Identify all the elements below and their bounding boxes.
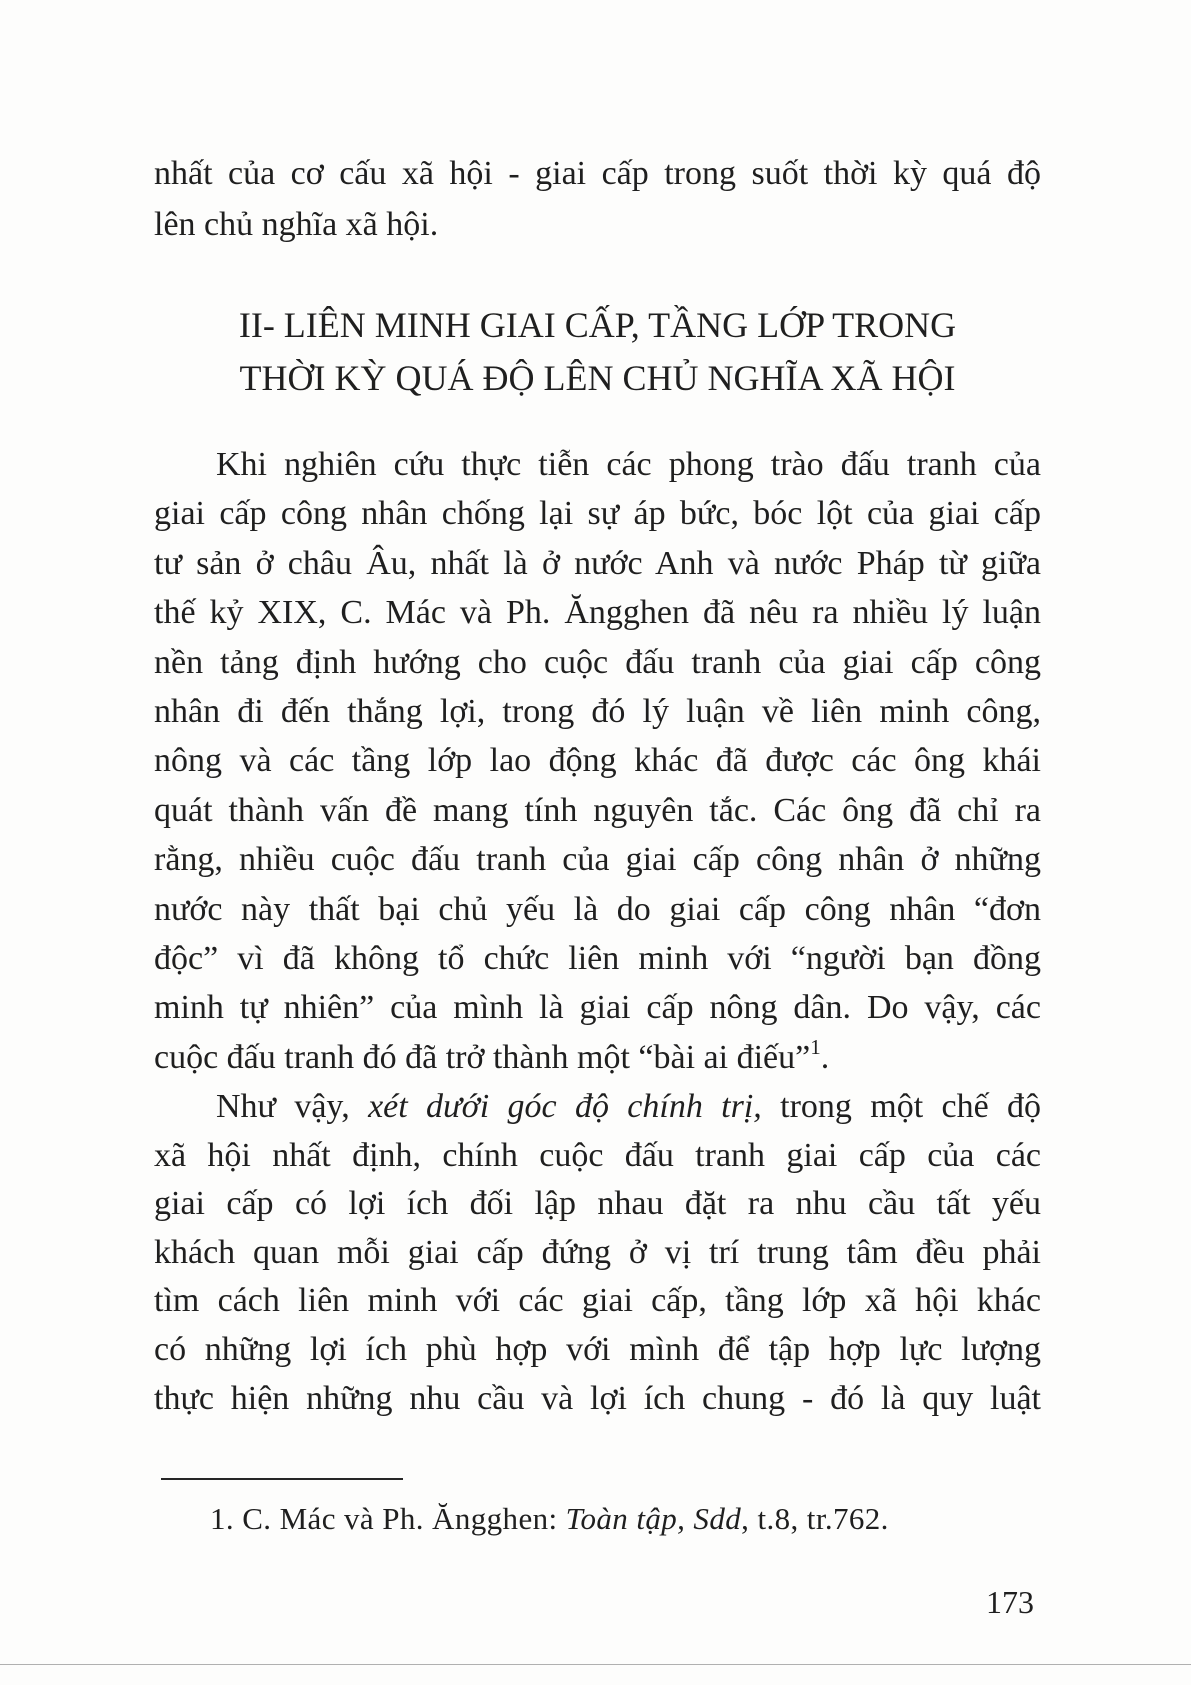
- scan-edge-line: [0, 1664, 1191, 1665]
- footnote-text: 1. C. Mác và Ph. Ăngghen:: [210, 1501, 566, 1536]
- section-heading-line: II- LIÊN MINH GIAI CẤP, TẦNG LỚP TRONG: [238, 305, 957, 345]
- text-segment: Như vậy,: [216, 1088, 369, 1125]
- section-heading: [154, 299, 1041, 405]
- text-line: [154, 1083, 1041, 1132]
- text-line: nền tảng định hướng cho cuộc đấu tranh của giai cấp công: [154, 643, 1041, 681]
- footnote-book-title: Toàn tập, Sdd: [565, 1501, 742, 1536]
- text-line: nhân đi đến thắng lợi, trong đó lý luận về liên minh công,: [154, 692, 1041, 730]
- text-line: nước này thất bại chủ yếu là do giai cấp công nhân “đơn: [154, 890, 1041, 928]
- paragraph-1: [154, 440, 1041, 1082]
- text-line: lên chủ nghĩa xã hội.: [154, 206, 439, 243]
- text-line: minh tự nhiên” của mình là giai cấp nông dân. Do vậy, các: [154, 989, 1041, 1027]
- text-line: thực hiện những nhu cầu và lợi ích chung - đó là quy luật: [154, 1379, 1041, 1417]
- text-line: khách quan mỗi giai cấp đứng ở vị trí trung tâm đều phải: [154, 1233, 1041, 1271]
- text-line: độc” vì đã không tổ chức liên minh với “người bạn đồng: [154, 939, 1041, 977]
- footnote-reference: 1: [810, 1034, 821, 1059]
- text-line: tìm cách liên minh với các giai cấp, tầng lớp xã hội khác: [154, 1282, 1041, 1320]
- text-line: giai cấp có lợi ích đối lập nhau đặt ra nhu cầu tất yếu: [154, 1185, 1041, 1223]
- text-segment: trong một chế độ: [761, 1088, 1042, 1125]
- text-line: [154, 1033, 1041, 1082]
- footnote: [210, 1499, 889, 1539]
- text-line: tư sản ở châu Âu, nhất là ở nước Anh và nước Pháp từ giữa: [154, 544, 1041, 582]
- text-line: Khi nghiên cứu thực tiễn các phong trào đấu tranh của: [216, 446, 1041, 483]
- footnote-text: , t.8, tr.762.: [741, 1501, 889, 1536]
- text-segment: .: [820, 1038, 830, 1076]
- text-line: rằng, nhiều cuộc đấu tranh của giai cấp công nhân ở những: [154, 841, 1041, 879]
- emphasis-text: xét dưới góc độ chính trị,: [368, 1088, 762, 1125]
- text-line: nông và các tầng lớp lao động khác đã được các ông khái: [154, 742, 1041, 780]
- text-line: xã hội nhất định, chính cuộc đấu tranh giai cấp của các: [154, 1136, 1041, 1174]
- paragraph-2: [154, 1083, 1041, 1423]
- footnote-separator: [161, 1478, 403, 1480]
- section-heading-line: THỜI KỲ QUÁ ĐỘ LÊN CHỦ NGHĨA XÃ HỘI: [239, 358, 956, 398]
- paragraph-continuation: [154, 148, 1041, 250]
- text-segment: cuộc đấu tranh đó đã trở thành một “bài ai điếu”: [154, 1038, 811, 1076]
- text-line: nhất của cơ cấu xã hội - giai cấp trong suốt thời kỳ quá độ: [154, 155, 1041, 192]
- page-number: 173: [986, 1584, 1034, 1620]
- text-line: quát thành vấn đề mang tính nguyên tắc. Các ông đã chỉ ra: [154, 791, 1041, 829]
- text-line: có những lợi ích phù hợp với mình để tập hợp lực lượng: [154, 1330, 1041, 1368]
- text-line: thế kỷ XIX, C. Mác và Ph. Ăngghen đã nêu ra nhiều lý luận: [154, 594, 1041, 632]
- text-line: giai cấp công nhân chống lại sự áp bức, bóc lột của giai cấp: [154, 495, 1041, 533]
